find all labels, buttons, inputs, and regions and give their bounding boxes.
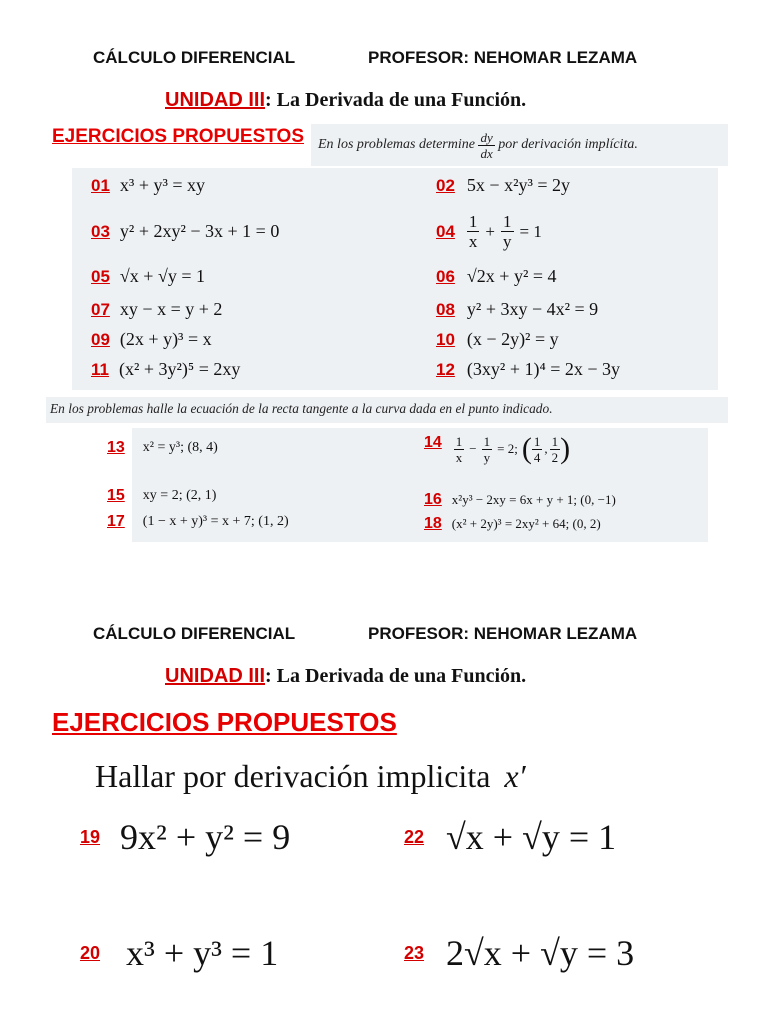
exercise-number: 04: [436, 221, 455, 241]
fraction-one-over-x: [454, 435, 465, 464]
exercise-number: 05: [91, 266, 110, 286]
exercise-12: [436, 359, 620, 380]
exercise-equation: y² + 2xy² − 3x + 1 = 0: [119, 221, 280, 241]
exercise-number: 10: [436, 329, 455, 349]
exercise-equation: √x + √y = 1: [446, 817, 617, 857]
professor-name: PROFESOR: NEHOMAR LEZAMA: [368, 48, 638, 67]
frac-bottom: dx: [480, 145, 493, 161]
exercise-equation: x³ + y³ = xy: [119, 175, 206, 195]
comma: ,: [544, 441, 548, 456]
exercise-16: [424, 491, 616, 509]
frac-top: 1: [533, 433, 541, 449]
exercise-19: [80, 816, 290, 858]
exercise-11: [91, 359, 240, 380]
exercise-05: [91, 266, 205, 287]
unit-title: La Derivada de una Función.: [276, 89, 527, 111]
exercise-04: [436, 213, 542, 250]
frac-top: dy: [480, 129, 493, 145]
exercise-08: [436, 299, 598, 320]
fraction-one-over-two: [550, 435, 561, 464]
section-heading-page2: EJERCICIOS PROPUESTOS: [52, 707, 397, 737]
exercise-23: [404, 932, 634, 974]
exercise-number: 20: [80, 942, 101, 963]
exercise-15: [107, 487, 216, 505]
frac-top: 1: [483, 433, 491, 449]
paren-close: ): [560, 432, 571, 465]
exercise-equation: 2√x + √y = 3: [446, 933, 635, 973]
operator-plus: +: [485, 221, 496, 241]
exercise-22: [404, 816, 616, 858]
exercise-13: [107, 439, 218, 457]
instruction-text-post: por derivación implícita.: [498, 137, 638, 152]
exercise-number: 22: [404, 826, 425, 847]
fraction-one-over-y: [482, 435, 493, 464]
fraction-one-over-x: [467, 213, 480, 250]
exercise-equation: √2x + y² = 4: [466, 266, 557, 286]
exercise-number: 02: [436, 175, 455, 195]
unit-colon: :: [265, 665, 272, 687]
exercise-number: 23: [404, 942, 425, 963]
exercise-10: [436, 329, 559, 350]
operator-minus: −: [469, 441, 477, 456]
exercise-equation: (x² + 2y)³ = 2xy² + 64; (0, 2): [451, 516, 601, 531]
section-heading: EJERCICIOS PROPUESTOS: [52, 126, 304, 147]
course-title: CÁLCULO DIFERENCIAL: [93, 48, 296, 67]
exercise-06: [436, 266, 557, 287]
instruction-text: Hallar por derivación implicita: [95, 758, 491, 794]
exercise-20: [80, 932, 278, 974]
frac-top: 1: [551, 433, 559, 449]
exercise-number: 09: [91, 329, 110, 349]
tangent-instruction: En los problemas halle la ecuación de la recta tangente a la curva dada en el punto indicado.: [50, 401, 553, 416]
course-title-page2: CÁLCULO DIFERENCIAL: [93, 624, 296, 643]
unit-colon: :: [265, 89, 272, 111]
exercise-number: 19: [80, 826, 101, 847]
exercise-equation: (2x + y)³ = x: [119, 329, 212, 349]
exercise-number: 14: [424, 434, 442, 451]
unit-title: La Derivada de una Función.: [276, 665, 527, 687]
exercise-number: 18: [424, 515, 442, 532]
exercise-02: [436, 175, 570, 196]
professor-name-page2: PROFESOR: NEHOMAR LEZAMA: [368, 624, 638, 643]
exercise-equation: √x + √y = 1: [119, 266, 205, 286]
frac-top: 1: [503, 212, 512, 231]
dy-dx-fraction: [478, 131, 494, 160]
fraction-one-over-four: [532, 435, 543, 464]
exercise-equation: (x² + 3y²)⁵ = 2xy: [118, 359, 241, 379]
exercise-number: 08: [436, 299, 455, 319]
exercise-number: 07: [91, 299, 110, 319]
frac-top: 1: [468, 212, 478, 231]
exercise-number: 17: [107, 513, 125, 530]
exercise-01: [91, 175, 205, 196]
exercise-equation: (1 − x + y)³ = x + 7; (1, 2): [142, 514, 289, 529]
frac-bottom: y: [483, 449, 491, 465]
exercise-03: [91, 221, 279, 242]
exercise-number: 16: [424, 491, 442, 508]
frac-bottom: 4: [533, 449, 541, 465]
exercise-equation: xy − x = y + 2: [119, 299, 223, 319]
exercise-equation: 5x − x²y³ = 2y: [466, 175, 571, 195]
exercise-number: 03: [91, 221, 110, 241]
exercise-equation: (3xy² + 1)⁴ = 2x − 3y: [466, 359, 621, 379]
exercise-number: 01: [91, 175, 110, 195]
frac-top: 1: [455, 433, 463, 449]
exercise-equation: xy = 2; (2, 1): [142, 488, 217, 503]
exercise-number: 11: [91, 359, 109, 379]
frac-bottom: x: [468, 232, 478, 251]
equation-mid: = 2;: [497, 441, 518, 456]
implicit-instruction-page2: [95, 758, 526, 795]
exercise-equation: y² + 3xy − 4x² = 9: [466, 299, 599, 319]
exercise-17: [107, 513, 289, 531]
frac-bottom: 2: [551, 449, 559, 465]
exercise-14: [424, 434, 570, 464]
exercise-number: 12: [436, 359, 455, 379]
exercise-number: 15: [107, 487, 125, 504]
instruction-implicit: [318, 127, 638, 163]
exercise-number: 06: [436, 266, 455, 286]
unit-heading: [165, 89, 526, 112]
exercise-equation: [467, 213, 542, 250]
exercise-equation: x² = y³; (8, 4): [142, 440, 218, 455]
paren-open: (: [521, 432, 532, 465]
exercise-equation: x³ + y³ = 1: [126, 933, 279, 973]
fraction-one-over-y: [501, 213, 514, 250]
unit-label: UNIDAD III: [165, 89, 265, 111]
frac-bottom: y: [503, 232, 512, 251]
exercise-equation: [454, 434, 570, 464]
exercise-18: [424, 515, 601, 533]
equation-rest: = 1: [519, 221, 542, 241]
exercise-equation: (x − 2y)² = y: [466, 329, 559, 349]
exercise-09: [91, 329, 212, 350]
instruction-variable: x′: [504, 758, 526, 794]
exercise-equation: 9x² + y² = 9: [120, 817, 291, 857]
instruction-text-pre: En los problemas determine: [318, 137, 475, 152]
unit-label: UNIDAD III: [165, 665, 265, 687]
exercise-number: 13: [107, 439, 125, 456]
unit-heading-page2: [165, 665, 526, 688]
frac-bottom: x: [455, 449, 463, 465]
exercise-equation: x²y³ − 2xy = 6x + y + 1; (0, −1): [451, 492, 616, 507]
exercise-07: [91, 299, 222, 320]
